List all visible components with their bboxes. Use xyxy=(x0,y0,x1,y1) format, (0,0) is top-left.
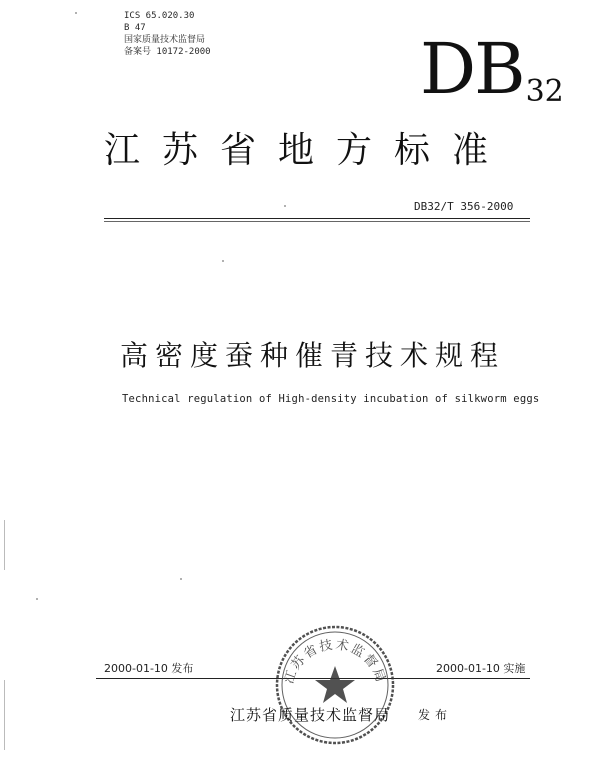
scan-speck xyxy=(284,205,286,207)
scan-speck xyxy=(222,260,224,262)
top-divider-thin xyxy=(104,221,530,222)
document-title: 高密度蚕种催青技术规程 xyxy=(120,339,506,372)
classification-block xyxy=(124,10,211,58)
standard-type-title: 江苏省地方标准 xyxy=(104,130,511,171)
scan-speck xyxy=(36,598,38,600)
scan-edge xyxy=(4,520,5,570)
ccs-code: B 47 xyxy=(124,23,146,33)
seal-text: 江苏省技术监督局 xyxy=(281,637,389,686)
publish-label: 发布 xyxy=(418,708,453,722)
scan-speck xyxy=(180,578,182,580)
document-title-english: Technical regulation of High-density incubation of silkworm eggs xyxy=(122,393,540,405)
scan-edge xyxy=(4,680,5,750)
standard-number: DB32/T 356-2000 xyxy=(414,200,514,213)
ics-code: ICS 65.020.30 xyxy=(124,11,195,21)
record-number: 备案号 10172-2000 xyxy=(124,47,211,57)
issue-date: 2000-01-10 发布 xyxy=(104,662,194,675)
db-logo-letters: DB xyxy=(420,28,524,110)
authority-name: 国家质量技术监督局 xyxy=(124,35,206,45)
implementation-date: 2000-01-10 实施 xyxy=(436,662,526,675)
scan-speck xyxy=(75,12,77,14)
db-logo-subscript: 32 xyxy=(525,74,564,109)
db-logo xyxy=(420,28,564,127)
publisher-name: 江苏省质量技术监督局 xyxy=(230,706,391,724)
top-divider xyxy=(104,218,530,219)
official-seal-icon xyxy=(272,622,398,748)
